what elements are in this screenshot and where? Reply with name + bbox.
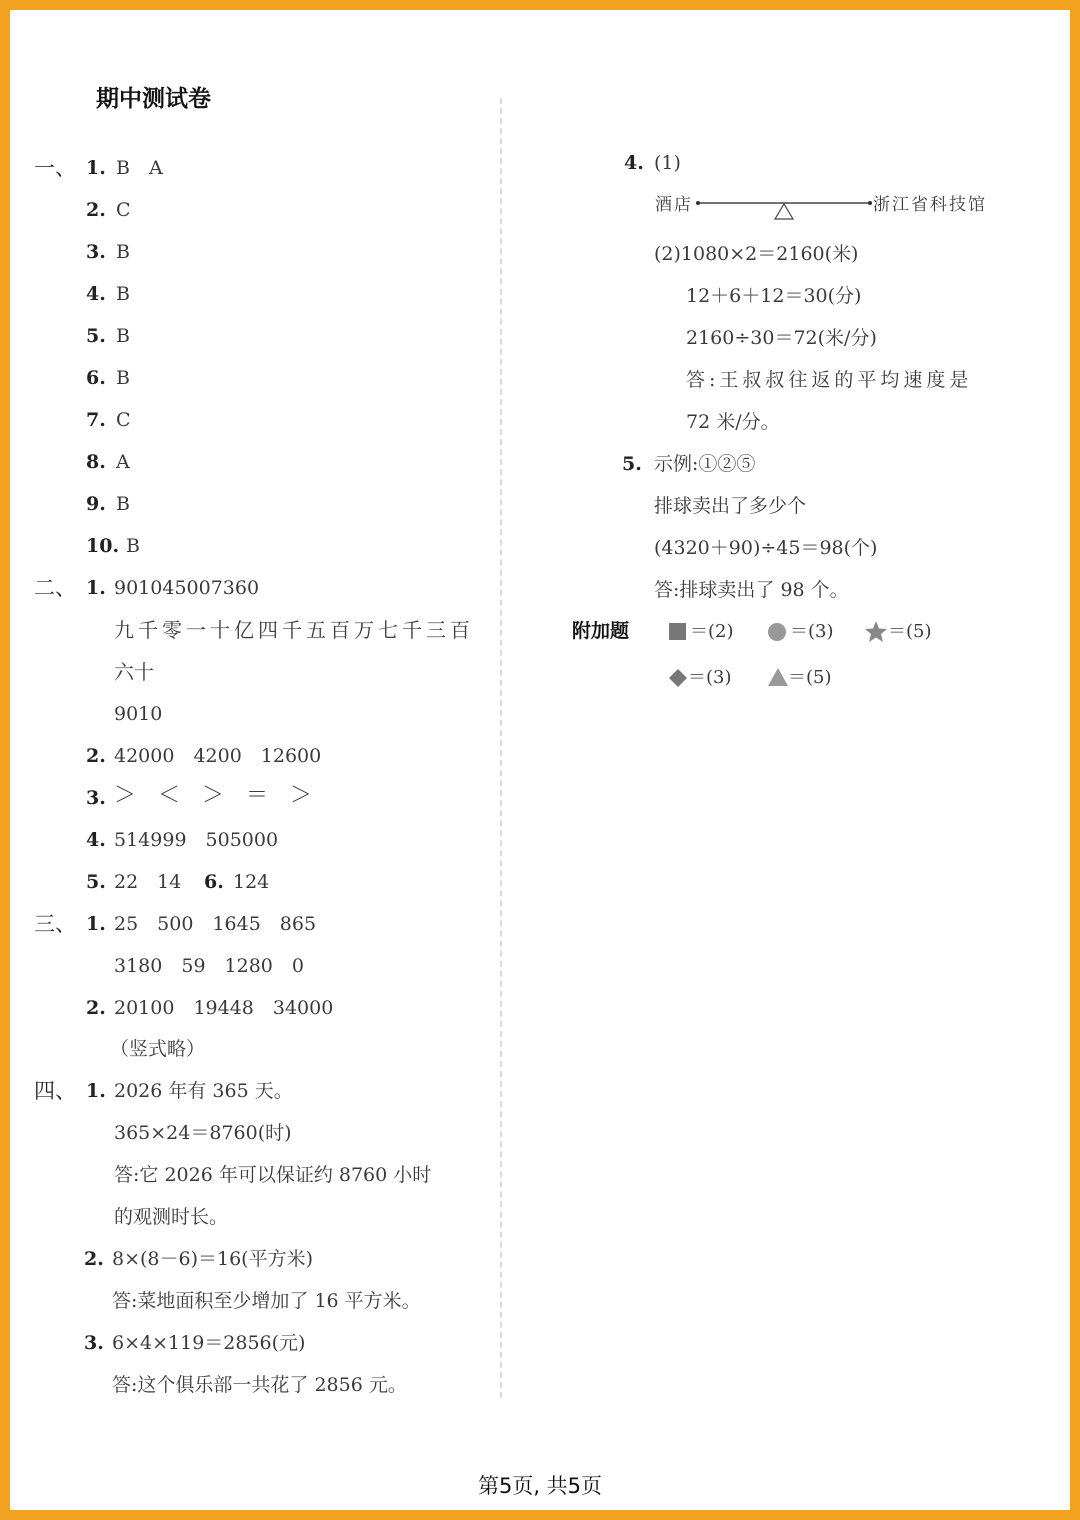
answer: 答:菜地面积至少增加了 16 平方米。: [112, 1290, 421, 1312]
route-line-diagram: [695, 193, 875, 223]
answer: 124: [233, 871, 270, 893]
answer: B: [116, 367, 130, 389]
q-number: 1.: [86, 157, 106, 179]
route-start-point: [696, 201, 700, 205]
answer: 514999 505000: [114, 829, 279, 851]
answer: (1): [654, 152, 681, 174]
q-number: 4.: [86, 283, 106, 305]
section-label-3: 三、: [34, 912, 76, 936]
answer: ＝(5): [788, 667, 832, 688]
answer: 365×24＝8760(时): [114, 1122, 292, 1144]
q-number: 2.: [86, 745, 106, 767]
square-icon: [669, 623, 687, 641]
answer: 6×4×119＝2856(元): [112, 1332, 306, 1354]
q-number: 7.: [86, 409, 106, 431]
page-footer: 第5页, 共5页: [477, 1474, 603, 1498]
q-number: 1.: [86, 1080, 106, 1102]
answer: 答:王叔叔往返的平均速度是: [686, 369, 973, 391]
q-number: 1.: [86, 577, 106, 599]
q-number: 2.: [86, 997, 106, 1019]
answer: B A: [116, 157, 163, 179]
answer: 72 米/分。: [686, 411, 780, 433]
section-label-1: 一、: [34, 156, 76, 180]
q-number: 5.: [86, 325, 106, 347]
q-number: 3.: [86, 241, 106, 263]
answer: 示例:①②⑤: [654, 453, 756, 475]
answer: 答:它 2026 年可以保证约 8760 小时: [114, 1164, 432, 1186]
route-end-point: [868, 201, 872, 205]
q-number: 5.: [86, 871, 106, 893]
answer: (4320＋90)÷45＝98(个): [654, 537, 878, 559]
page-title: 期中测试卷: [96, 86, 211, 112]
diamond-icon: [668, 668, 688, 688]
q-number: 4.: [624, 152, 644, 174]
map-label-museum: 浙江省科技馆: [873, 195, 987, 215]
answer: C: [116, 409, 131, 431]
answer: ＞ ＜ ＞ ＝ ＞: [114, 783, 313, 808]
circle-icon: [767, 622, 787, 642]
answer: (2)1080×2＝2160(米): [654, 243, 859, 265]
q-number: 9.: [86, 493, 106, 515]
q-number: 6.: [204, 871, 224, 893]
answer: 2160÷30＝72(米/分): [686, 327, 877, 349]
answer: 九千零一十亿四千五百万七千三百: [114, 618, 474, 642]
answer: 42000 4200 12600: [114, 745, 322, 767]
answer: 25 500 1645 865: [114, 913, 317, 935]
answer: 901045007360: [114, 577, 260, 599]
answer: 答:排球卖出了 98 个。: [654, 579, 849, 601]
answer: 12＋6＋12＝30(分): [686, 285, 862, 307]
star-icon: [865, 621, 887, 642]
answer: 的观测时长。: [114, 1206, 229, 1228]
answer: 3180 59 1280 0: [114, 955, 304, 977]
answer: 答:这个俱乐部一共花了 2856 元。: [112, 1374, 407, 1396]
map-label-hotel: 酒店: [655, 195, 693, 215]
q-number: 6.: [86, 367, 106, 389]
answer: ＝(2): [690, 621, 734, 642]
midpoint-triangle-icon: [775, 204, 793, 219]
answer: 20100 19448 34000: [114, 997, 334, 1019]
q-number: 10.: [86, 535, 120, 557]
q-number: 2.: [86, 199, 106, 221]
column-divider: [500, 98, 502, 1398]
q-number: 3.: [84, 1332, 104, 1354]
q-number: 5.: [622, 453, 642, 475]
q-number: 3.: [86, 787, 106, 809]
q-number: 2.: [84, 1248, 104, 1270]
answer: C: [116, 199, 131, 221]
bonus-label: 附加题: [572, 620, 630, 642]
answer: 2026 年有 365 天。: [114, 1080, 293, 1102]
answer: B: [126, 535, 140, 557]
answer: B: [116, 325, 130, 347]
q-number: 8.: [86, 451, 106, 473]
answer: 8×(8－6)＝16(平方米): [112, 1248, 314, 1270]
q-number: 4.: [86, 829, 106, 851]
q-number: 1.: [86, 913, 106, 935]
answer: 六十: [114, 660, 154, 684]
section-label-2: 二、: [34, 576, 76, 600]
answer: 22 14: [114, 871, 182, 893]
triangle-icon: [767, 667, 789, 687]
answer: B: [116, 493, 130, 515]
answer: ＝(5): [888, 621, 932, 642]
section-label-4: 四、: [34, 1079, 76, 1103]
answer: A: [116, 451, 130, 473]
answer: 排球卖出了多少个: [654, 495, 807, 517]
answer: ＝(3): [790, 621, 834, 642]
answer: （竖式略）: [110, 1038, 206, 1060]
answer: ＝(3): [688, 667, 732, 688]
answer: B: [116, 241, 130, 263]
answer: 9010: [114, 703, 163, 725]
answer: B: [116, 283, 130, 305]
